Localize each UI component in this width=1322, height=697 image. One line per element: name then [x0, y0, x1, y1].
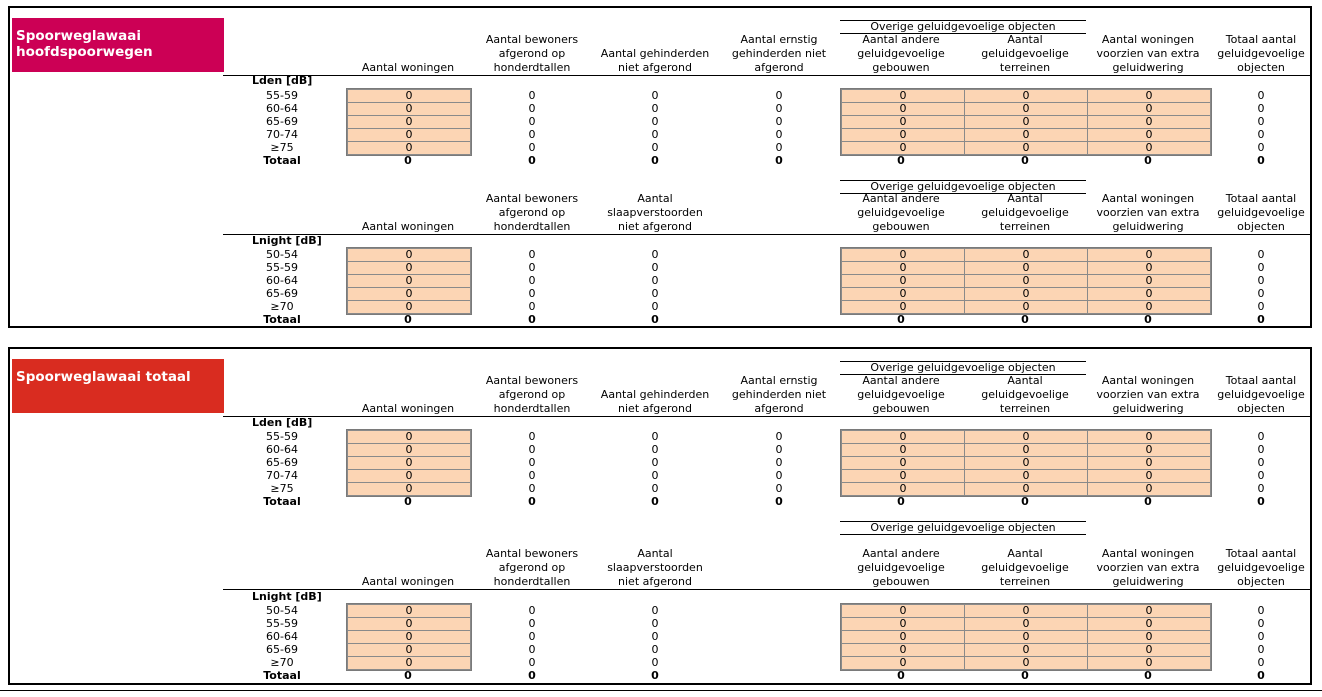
row-label: ≥75 — [270, 482, 294, 495]
column-header-bewoners: Aantal bewoners afgerond op honderdtallen — [485, 374, 579, 415]
value-cell-ernstig: 0 — [775, 102, 783, 115]
value-cell-bewoners: 0 — [528, 287, 536, 300]
value-cell-gehinderden: 0 — [651, 141, 659, 154]
bottom-rule — [0, 690, 1322, 691]
value-cell-bewoners: 0 — [528, 430, 536, 443]
input-cell-andere[interactable]: 0 — [841, 128, 965, 142]
total-label: Totaal — [263, 154, 301, 167]
total-cell-terreinen: 0 — [1021, 669, 1029, 682]
row-label: 55-59 — [266, 261, 298, 274]
value-cell-gehinderden: 0 — [651, 128, 659, 141]
input-cell-andere[interactable]: 0 — [841, 300, 965, 314]
value-cell-totaal: 0 — [1257, 102, 1265, 115]
value-cell-ernstig: 0 — [775, 430, 783, 443]
total-cell-totaal: 0 — [1257, 669, 1265, 682]
input-cell-woningen[interactable]: 0 — [347, 287, 471, 301]
lden-unit-label: Lden [dB] — [252, 416, 313, 429]
value-cell-totaal: 0 — [1257, 300, 1265, 313]
row-label: ≥70 — [270, 656, 294, 669]
column-header-totaal: Totaal aantal geluidgevoelige objecten — [1217, 547, 1305, 588]
total-cell-terreinen: 0 — [1021, 495, 1029, 508]
column-header-terreinen: Aantal geluidgevoelige terreinen — [981, 192, 1069, 233]
input-cell-andere[interactable]: 0 — [841, 443, 965, 457]
column-header-woningen: Aantal woningen — [361, 61, 455, 74]
value-cell-totaal: 0 — [1257, 128, 1265, 141]
input-cell-voorzien[interactable]: 0 — [1087, 443, 1211, 457]
value-cell-ernstig: 0 — [775, 89, 783, 102]
total-cell-slaap: 0 — [651, 669, 659, 682]
value-cell-gehinderden: 0 — [651, 482, 659, 495]
input-cell-andere[interactable]: 0 — [841, 430, 965, 444]
input-cell-terreinen[interactable]: 0 — [964, 604, 1088, 618]
input-cell-andere[interactable]: 0 — [841, 261, 965, 275]
input-cell-terreinen[interactable]: 0 — [964, 141, 1088, 155]
value-cell-totaal: 0 — [1257, 617, 1265, 630]
value-cell-slaap: 0 — [651, 248, 659, 261]
value-cell-totaal: 0 — [1257, 430, 1265, 443]
value-cell-bewoners: 0 — [528, 248, 536, 261]
value-cell-gehinderden: 0 — [651, 115, 659, 128]
input-cell-andere[interactable]: 0 — [841, 604, 965, 618]
total-cell-terreinen: 0 — [1021, 154, 1029, 167]
value-cell-bewoners: 0 — [528, 141, 536, 154]
input-cell-voorzien[interactable]: 0 — [1087, 430, 1211, 444]
column-header-voorzien: Aantal woningen voorzien van extra geluidwering — [1096, 374, 1200, 415]
input-cell-voorzien[interactable]: 0 — [1087, 617, 1211, 631]
value-cell-slaap: 0 — [651, 604, 659, 617]
input-cell-andere[interactable]: 0 — [841, 274, 965, 288]
value-cell-ernstig: 0 — [775, 115, 783, 128]
input-cell-terreinen[interactable]: 0 — [964, 89, 1088, 103]
input-cell-voorzien[interactable]: 0 — [1087, 643, 1211, 657]
total-cell-voorzien: 0 — [1144, 313, 1152, 326]
value-cell-totaal: 0 — [1257, 630, 1265, 643]
input-cell-terreinen[interactable]: 0 — [964, 261, 1088, 275]
input-cell-andere[interactable]: 0 — [841, 141, 965, 155]
input-cell-woningen[interactable]: 0 — [347, 630, 471, 644]
total-cell-bewoners: 0 — [528, 313, 536, 326]
value-cell-totaal: 0 — [1257, 141, 1265, 154]
value-cell-totaal: 0 — [1257, 643, 1265, 656]
total-cell-andere: 0 — [897, 669, 905, 682]
value-cell-slaap: 0 — [651, 287, 659, 300]
value-cell-gehinderden: 0 — [651, 102, 659, 115]
row-label: 55-59 — [266, 617, 298, 630]
value-cell-totaal: 0 — [1257, 443, 1265, 456]
column-header-slaap: Aantal slaapverstoorden niet afgerond — [607, 547, 703, 588]
input-cell-terreinen[interactable]: 0 — [964, 469, 1088, 483]
row-label: 50-54 — [266, 604, 298, 617]
total-cell-voorzien: 0 — [1144, 495, 1152, 508]
value-cell-bewoners: 0 — [528, 469, 536, 482]
row-label: 50-54 — [266, 248, 298, 261]
column-header-terreinen: Aantal geluidgevoelige terreinen — [981, 374, 1069, 415]
lnight-unit-label: Lnight [dB] — [252, 590, 322, 603]
column-header-bewoners: Aantal bewoners afgerond op honderdtallen — [485, 33, 579, 74]
input-cell-woningen[interactable]: 0 — [347, 482, 471, 496]
column-header-bewoners: Aantal bewoners afgerond op honderdtallen — [485, 547, 579, 588]
row-label: 65-69 — [266, 115, 298, 128]
total-cell-voorzien: 0 — [1144, 669, 1152, 682]
total-cell-totaal: 0 — [1257, 154, 1265, 167]
input-cell-voorzien[interactable]: 0 — [1087, 274, 1211, 288]
total-label: Totaal — [263, 669, 301, 682]
input-cell-andere[interactable]: 0 — [841, 630, 965, 644]
column-header-totaal: Totaal aantal geluidgevoelige objecten — [1217, 192, 1305, 233]
column-header-voorzien: Aantal woningen voorzien van extra geluidwering — [1096, 192, 1200, 233]
value-cell-totaal: 0 — [1257, 115, 1265, 128]
input-cell-woningen[interactable]: 0 — [347, 443, 471, 457]
input-cell-terreinen[interactable]: 0 — [964, 630, 1088, 644]
value-cell-bewoners: 0 — [528, 300, 536, 313]
input-cell-andere[interactable]: 0 — [841, 482, 965, 496]
value-cell-ernstig: 0 — [775, 482, 783, 495]
input-cell-woningen[interactable]: 0 — [347, 656, 471, 670]
total-cell-andere: 0 — [897, 154, 905, 167]
header-rule — [223, 589, 1312, 590]
total-cell-woningen: 0 — [404, 313, 412, 326]
value-cell-totaal: 0 — [1257, 469, 1265, 482]
row-label: 55-59 — [266, 89, 298, 102]
input-cell-voorzien[interactable]: 0 — [1087, 469, 1211, 483]
total-cell-bewoners: 0 — [528, 669, 536, 682]
total-cell-andere: 0 — [897, 495, 905, 508]
total-cell-gehinderden: 0 — [651, 495, 659, 508]
total-cell-woningen: 0 — [404, 669, 412, 682]
input-cell-voorzien[interactable]: 0 — [1087, 630, 1211, 644]
input-cell-woningen[interactable]: 0 — [347, 300, 471, 314]
row-label: 65-69 — [266, 287, 298, 300]
input-cell-woningen[interactable]: 0 — [347, 604, 471, 618]
input-cell-terreinen[interactable]: 0 — [964, 443, 1088, 457]
overige-group-header: Overige geluidgevoelige objecten — [840, 361, 1086, 375]
input-cell-voorzien[interactable]: 0 — [1087, 456, 1211, 470]
value-cell-slaap: 0 — [651, 630, 659, 643]
input-cell-andere[interactable]: 0 — [841, 248, 965, 262]
input-cell-woningen[interactable]: 0 — [347, 643, 471, 657]
input-cell-terreinen[interactable]: 0 — [964, 617, 1088, 631]
column-header-totaal: Totaal aantal geluidgevoelige objecten — [1217, 33, 1305, 74]
column-header-andere: Aantal andere geluidgevoelige gebouwen — [857, 547, 945, 588]
input-cell-voorzien[interactable]: 0 — [1087, 261, 1211, 275]
value-cell-bewoners: 0 — [528, 443, 536, 456]
lnight-unit-label: Lnight [dB] — [252, 234, 322, 247]
value-cell-gehinderden: 0 — [651, 456, 659, 469]
value-cell-bewoners: 0 — [528, 656, 536, 669]
input-cell-andere[interactable]: 0 — [841, 643, 965, 657]
value-cell-slaap: 0 — [651, 656, 659, 669]
total-cell-terreinen: 0 — [1021, 313, 1029, 326]
input-cell-andere[interactable]: 0 — [841, 115, 965, 129]
value-cell-slaap: 0 — [651, 643, 659, 656]
total-cell-andere: 0 — [897, 313, 905, 326]
input-cell-terreinen[interactable]: 0 — [964, 643, 1088, 657]
input-cell-voorzien[interactable]: 0 — [1087, 482, 1211, 496]
row-label: 70-74 — [266, 128, 298, 141]
input-cell-terreinen[interactable]: 0 — [964, 656, 1088, 670]
value-cell-bewoners: 0 — [528, 604, 536, 617]
total-cell-slaap: 0 — [651, 313, 659, 326]
section-title-badge: Spoorweglawaai hoofdspoorwegen — [12, 18, 224, 72]
input-cell-woningen[interactable]: 0 — [347, 274, 471, 288]
input-cell-voorzien[interactable]: 0 — [1087, 300, 1211, 314]
value-cell-slaap: 0 — [651, 300, 659, 313]
value-cell-bewoners: 0 — [528, 261, 536, 274]
value-cell-totaal: 0 — [1257, 261, 1265, 274]
column-header-woningen: Aantal woningen — [361, 575, 455, 588]
total-cell-gehinderden: 0 — [651, 154, 659, 167]
value-cell-ernstig: 0 — [775, 456, 783, 469]
row-label: 65-69 — [266, 643, 298, 656]
input-cell-terreinen[interactable]: 0 — [964, 248, 1088, 262]
value-cell-bewoners: 0 — [528, 630, 536, 643]
panel-hoofdspoorwegen — [8, 6, 1312, 328]
header-rule — [223, 234, 1312, 235]
input-cell-voorzien[interactable]: 0 — [1087, 102, 1211, 116]
column-header-ernstig: Aantal ernstig gehinderden niet afgerond — [731, 374, 827, 415]
input-cell-terreinen[interactable]: 0 — [964, 287, 1088, 301]
column-header-andere: Aantal andere geluidgevoelige gebouwen — [857, 33, 945, 74]
input-cell-voorzien[interactable]: 0 — [1087, 128, 1211, 142]
input-cell-voorzien[interactable]: 0 — [1087, 656, 1211, 670]
value-cell-slaap: 0 — [651, 261, 659, 274]
column-header-gehinderden: Aantal gehinderden niet afgerond — [600, 47, 710, 74]
overige-group-header: Overige geluidgevoelige objecten — [840, 20, 1086, 34]
value-cell-bewoners: 0 — [528, 482, 536, 495]
input-cell-woningen[interactable]: 0 — [347, 617, 471, 631]
input-cell-woningen[interactable]: 0 — [347, 248, 471, 262]
input-cell-voorzien[interactable]: 0 — [1087, 89, 1211, 103]
total-cell-ernstig: 0 — [775, 154, 783, 167]
input-cell-terreinen[interactable]: 0 — [964, 128, 1088, 142]
total-cell-bewoners: 0 — [528, 495, 536, 508]
value-cell-slaap: 0 — [651, 274, 659, 287]
value-cell-ernstig: 0 — [775, 128, 783, 141]
input-cell-terreinen[interactable]: 0 — [964, 300, 1088, 314]
value-cell-slaap: 0 — [651, 617, 659, 630]
column-header-totaal: Totaal aantal geluidgevoelige objecten — [1217, 374, 1305, 415]
total-cell-ernstig: 0 — [775, 495, 783, 508]
input-cell-andere[interactable]: 0 — [841, 456, 965, 470]
header-rule — [223, 75, 1312, 76]
input-cell-voorzien[interactable]: 0 — [1087, 115, 1211, 129]
input-cell-andere[interactable]: 0 — [841, 102, 965, 116]
input-cell-terreinen[interactable]: 0 — [964, 456, 1088, 470]
column-header-andere: Aantal andere geluidgevoelige gebouwen — [857, 192, 945, 233]
value-cell-totaal: 0 — [1257, 456, 1265, 469]
input-cell-andere[interactable]: 0 — [841, 656, 965, 670]
column-header-terreinen: Aantal geluidgevoelige terreinen — [981, 547, 1069, 588]
value-cell-bewoners: 0 — [528, 456, 536, 469]
total-cell-totaal: 0 — [1257, 313, 1265, 326]
value-cell-gehinderden: 0 — [651, 443, 659, 456]
value-cell-bewoners: 0 — [528, 89, 536, 102]
value-cell-ernstig: 0 — [775, 469, 783, 482]
overige-group-header: Overige geluidgevoelige objecten — [840, 180, 1086, 194]
value-cell-totaal: 0 — [1257, 287, 1265, 300]
column-header-woningen: Aantal woningen — [361, 402, 455, 415]
total-label: Totaal — [263, 495, 301, 508]
column-header-woningen: Aantal woningen — [361, 220, 455, 233]
row-label: 55-59 — [266, 430, 298, 443]
value-cell-totaal: 0 — [1257, 604, 1265, 617]
value-cell-totaal: 0 — [1257, 89, 1265, 102]
input-cell-woningen[interactable]: 0 — [347, 456, 471, 470]
column-header-bewoners: Aantal bewoners afgerond op honderdtallen — [485, 192, 579, 233]
row-label: 65-69 — [266, 456, 298, 469]
column-header-ernstig: Aantal ernstig gehinderden niet afgerond — [731, 33, 827, 74]
panel-totaal — [8, 347, 1312, 685]
total-cell-woningen: 0 — [404, 154, 412, 167]
input-cell-voorzien[interactable]: 0 — [1087, 248, 1211, 262]
value-cell-bewoners: 0 — [528, 115, 536, 128]
section-title-badge: Spoorweglawaai totaal — [12, 359, 224, 413]
input-cell-woningen[interactable]: 0 — [347, 102, 471, 116]
value-cell-bewoners: 0 — [528, 102, 536, 115]
input-cell-voorzien[interactable]: 0 — [1087, 287, 1211, 301]
input-cell-terreinen[interactable]: 0 — [964, 274, 1088, 288]
lden-unit-label: Lden [dB] — [252, 74, 313, 87]
total-label: Totaal — [263, 313, 301, 326]
value-cell-totaal: 0 — [1257, 248, 1265, 261]
column-header-terreinen: Aantal geluidgevoelige terreinen — [981, 33, 1069, 74]
input-cell-terreinen[interactable]: 0 — [964, 102, 1088, 116]
value-cell-bewoners: 0 — [528, 128, 536, 141]
total-cell-woningen: 0 — [404, 495, 412, 508]
value-cell-ernstig: 0 — [775, 443, 783, 456]
row-label: 60-64 — [266, 102, 298, 115]
row-label: 60-64 — [266, 274, 298, 287]
value-cell-bewoners: 0 — [528, 617, 536, 630]
column-header-voorzien: Aantal woningen voorzien van extra geluidwering — [1096, 33, 1200, 74]
input-cell-woningen[interactable]: 0 — [347, 128, 471, 142]
input-cell-woningen[interactable]: 0 — [347, 469, 471, 483]
header-rule — [223, 416, 1312, 417]
input-cell-andere[interactable]: 0 — [841, 287, 965, 301]
value-cell-bewoners: 0 — [528, 643, 536, 656]
input-cell-woningen[interactable]: 0 — [347, 430, 471, 444]
input-cell-andere[interactable]: 0 — [841, 617, 965, 631]
total-cell-totaal: 0 — [1257, 495, 1265, 508]
row-label: 60-64 — [266, 630, 298, 643]
value-cell-gehinderden: 0 — [651, 89, 659, 102]
input-cell-terreinen[interactable]: 0 — [964, 430, 1088, 444]
row-label: ≥75 — [270, 141, 294, 154]
column-header-gehinderden: Aantal gehinderden niet afgerond — [600, 388, 710, 415]
overige-group-header: Overige geluidgevoelige objecten — [840, 521, 1086, 535]
input-cell-andere[interactable]: 0 — [841, 469, 965, 483]
total-cell-voorzien: 0 — [1144, 154, 1152, 167]
value-cell-totaal: 0 — [1257, 274, 1265, 287]
value-cell-gehinderden: 0 — [651, 469, 659, 482]
input-cell-woningen[interactable]: 0 — [347, 115, 471, 129]
row-label: ≥70 — [270, 300, 294, 313]
input-cell-woningen[interactable]: 0 — [347, 89, 471, 103]
column-header-andere: Aantal andere geluidgevoelige gebouwen — [857, 374, 945, 415]
value-cell-totaal: 0 — [1257, 656, 1265, 669]
input-cell-woningen[interactable]: 0 — [347, 261, 471, 275]
input-cell-terreinen[interactable]: 0 — [964, 482, 1088, 496]
input-cell-voorzien[interactable]: 0 — [1087, 141, 1211, 155]
row-label: 70-74 — [266, 469, 298, 482]
value-cell-totaal: 0 — [1257, 482, 1265, 495]
column-header-slaap: Aantal slaapverstoorden niet afgerond — [607, 192, 703, 233]
value-cell-bewoners: 0 — [528, 274, 536, 287]
row-label: 60-64 — [266, 443, 298, 456]
input-cell-woningen[interactable]: 0 — [347, 141, 471, 155]
value-cell-ernstig: 0 — [775, 141, 783, 154]
column-header-voorzien: Aantal woningen voorzien van extra geluidwering — [1096, 547, 1200, 588]
total-cell-bewoners: 0 — [528, 154, 536, 167]
input-cell-andere[interactable]: 0 — [841, 89, 965, 103]
value-cell-gehinderden: 0 — [651, 430, 659, 443]
input-cell-voorzien[interactable]: 0 — [1087, 604, 1211, 618]
input-cell-terreinen[interactable]: 0 — [964, 115, 1088, 129]
